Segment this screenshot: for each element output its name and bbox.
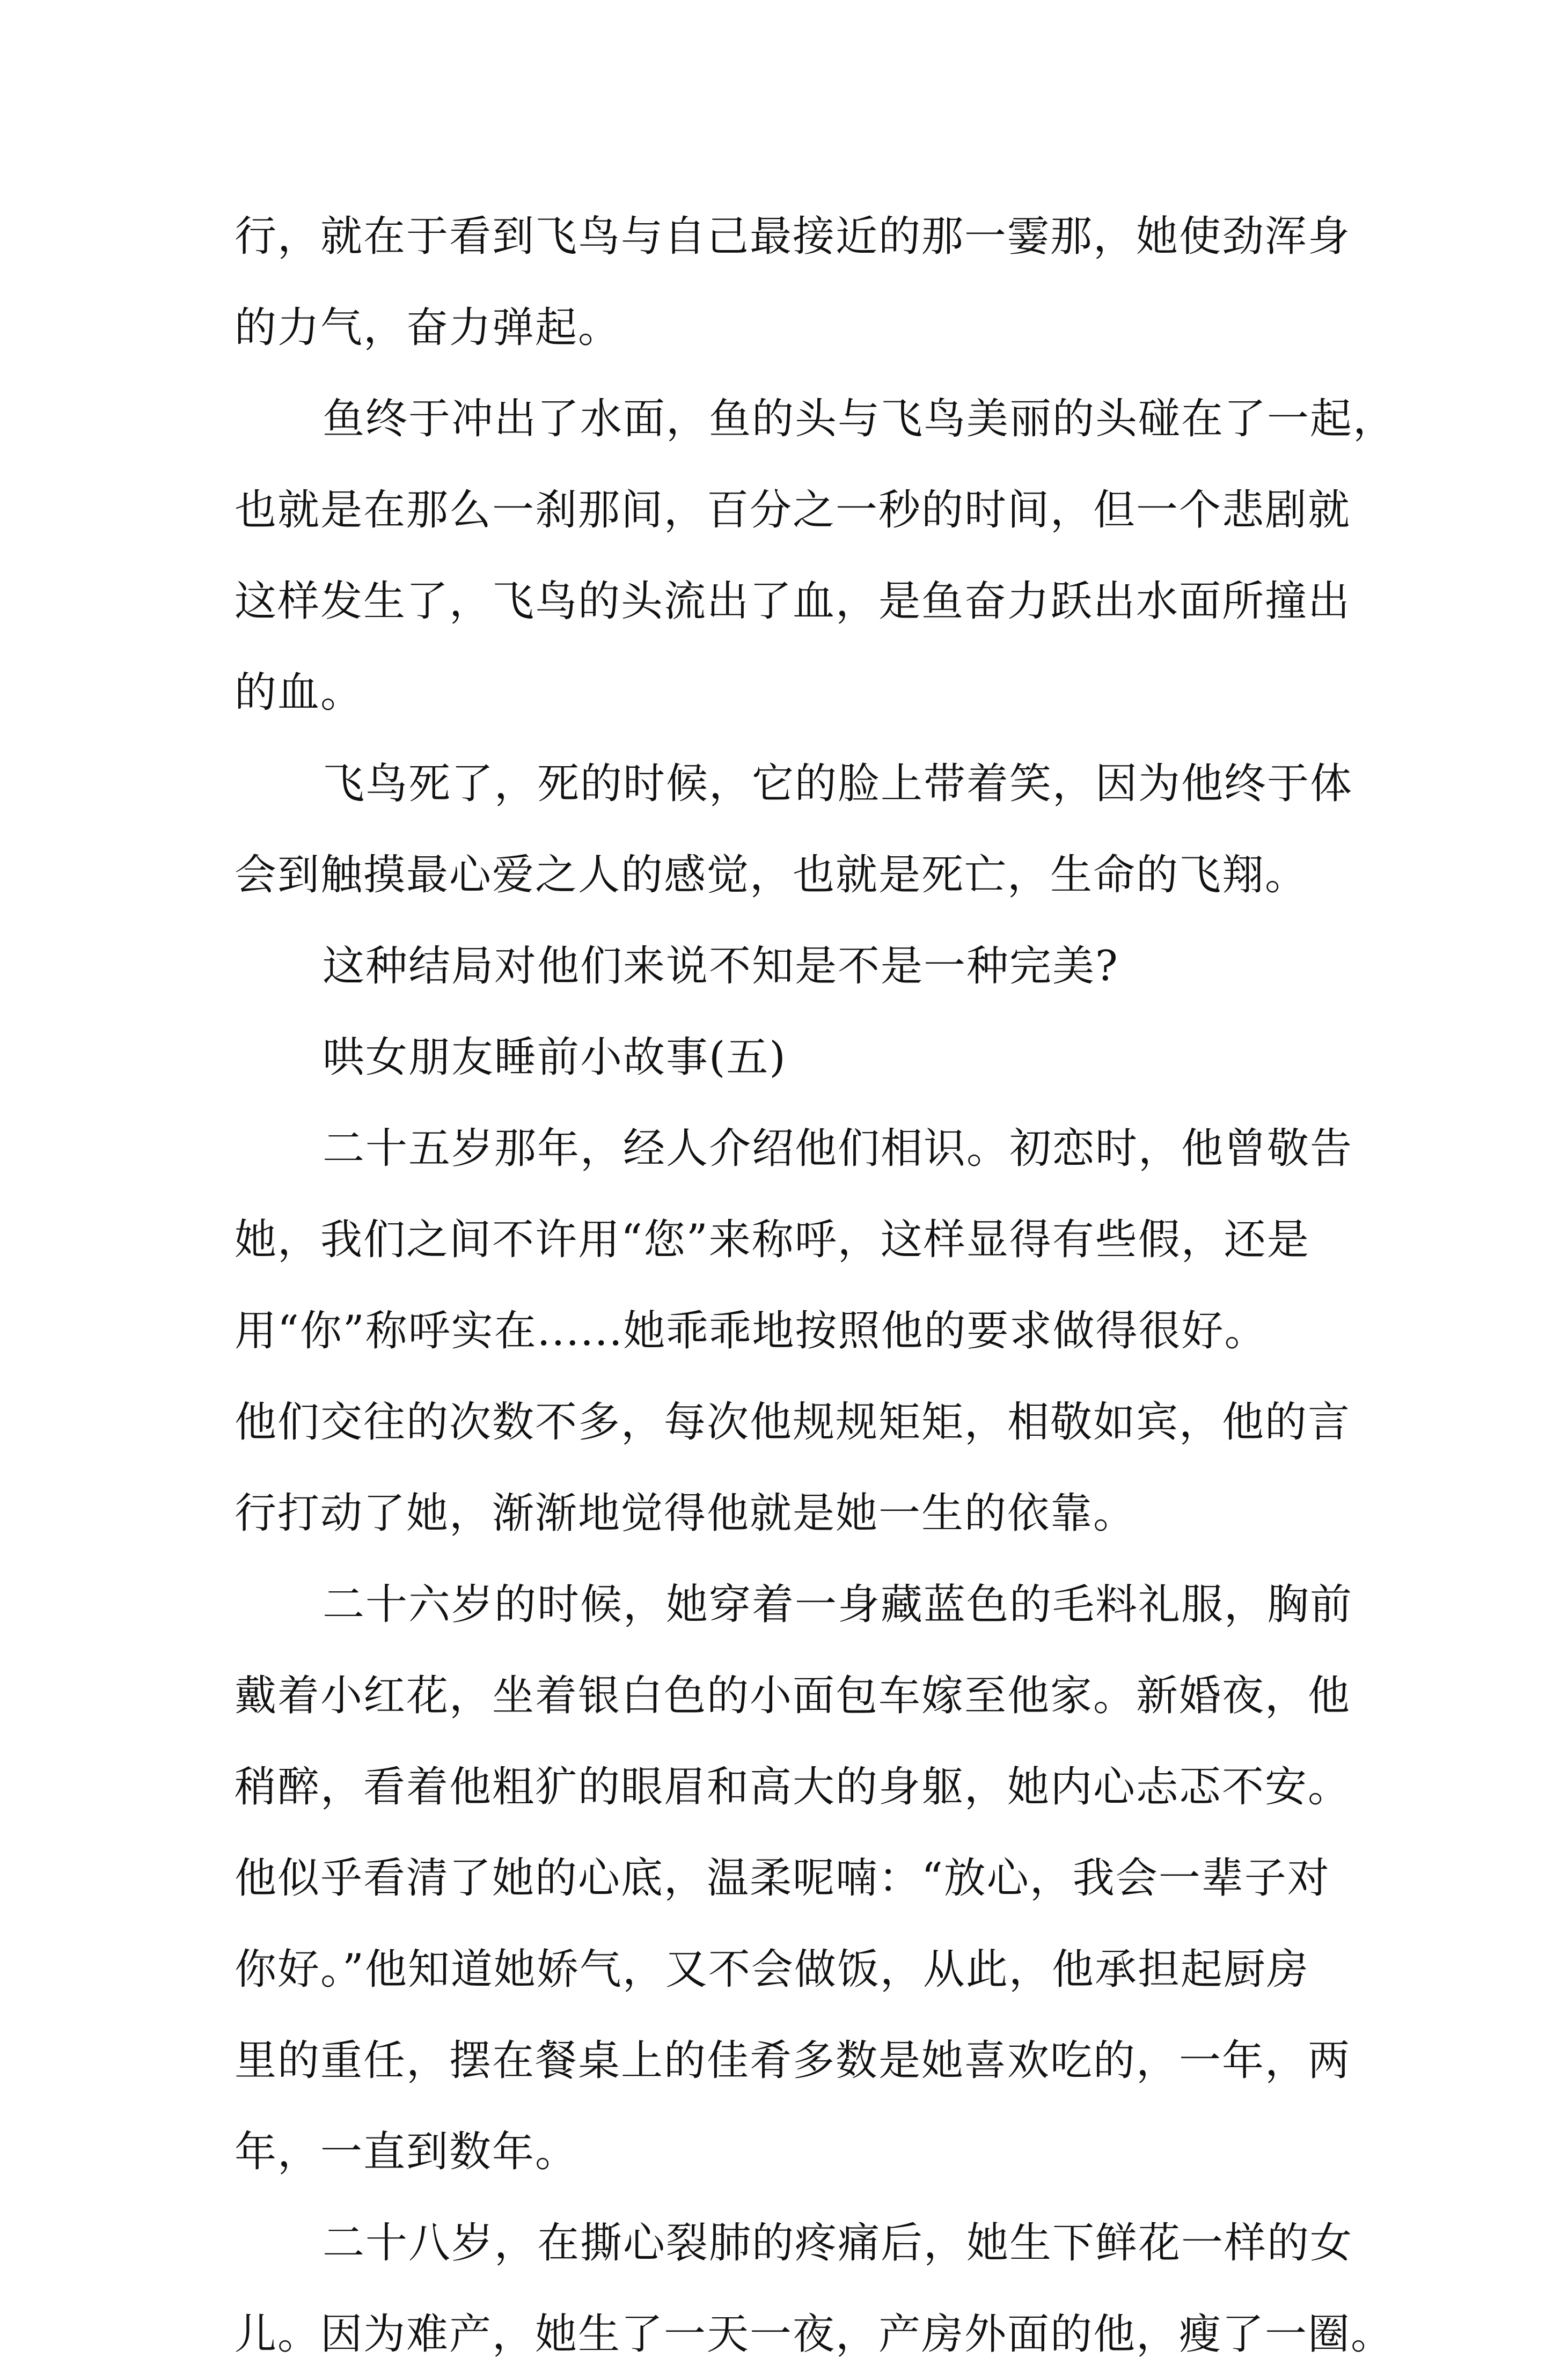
- section-heading: 哄女朋友睡前小故事(五): [323, 1033, 787, 1082]
- text-line: 他们交往的次数不多，每次他规规矩矩，相敬如宾，他的言: [235, 1398, 1351, 1446]
- text-line: 他似乎看清了她的心底，温柔呢喃：“放心，我会一辈子对: [235, 1854, 1330, 1902]
- text-line: 的力气，奋力弹起。: [235, 304, 621, 352]
- text-line: 稍醉，看着他粗犷的眼眉和高大的身躯，她内心忐忑不安。: [235, 1763, 1351, 1811]
- text-line: 这样发生了，飞鸟的头流出了血，是鱼奋力跃出水面所撞出: [235, 577, 1351, 626]
- text-line: 用“你”称呼实在......她乖乖地按照他的要求做得很好。: [235, 1307, 1268, 1355]
- text-line: 里的重任，摆在餐桌上的佳肴多数是她喜欢吃的，一年，两: [235, 2037, 1351, 2085]
- text-line: 鱼终于冲出了水面，鱼的头与飞鸟美丽的头碰在了一起，: [323, 395, 1396, 443]
- text-line: 这种结局对他们来说不知是不是一种完美?: [323, 942, 1119, 990]
- text-line: 你好。”他知道她娇气，又不会做饭，从此，他承担起厨房: [235, 1945, 1309, 1994]
- text-line: 二十八岁，在撕心裂肺的疼痛后，她生下鲜花一样的女: [323, 2219, 1353, 2267]
- text-line: 飞鸟死了，死的时候，它的脸上带着笑，因为他终于体: [323, 760, 1353, 808]
- text-line: 也就是在那么一刹那间，百分之一秒的时间，但一个悲剧就: [235, 486, 1351, 534]
- text-line: 她，我们之间不许用“您”来称呼，这样显得有些假，还是: [235, 1216, 1310, 1264]
- text-line: 行打动了她，渐渐地觉得他就是她一生的依靠。: [235, 1489, 1137, 1538]
- text-line: 二十六岁的时候，她穿着一身藏蓝色的毛料礼服，胸前: [323, 1581, 1353, 1629]
- text-line: 儿。因为难产，她生了一天一夜，产房外面的他，瘦了一圈。: [235, 2310, 1394, 2359]
- text-line: 行，就在于看到飞鸟与自己最接近的那一霎那，她使劲浑身: [235, 212, 1351, 261]
- text-line: 的血。: [235, 669, 364, 717]
- document-body: [235, 191, 1396, 2380]
- text-line: 二十五岁那年，经人介绍他们相识。初恋时，他曾敬告: [323, 1125, 1353, 1173]
- text-line: 戴着小红花，坐着银白色的小面包车嫁至他家。新婚夜，他: [235, 1672, 1351, 1720]
- text-line: 年，一直到数年。: [235, 2128, 578, 2176]
- text-line: 会到触摸最心爱之人的感觉，也就是死亡，生命的飞翔。: [235, 851, 1308, 899]
